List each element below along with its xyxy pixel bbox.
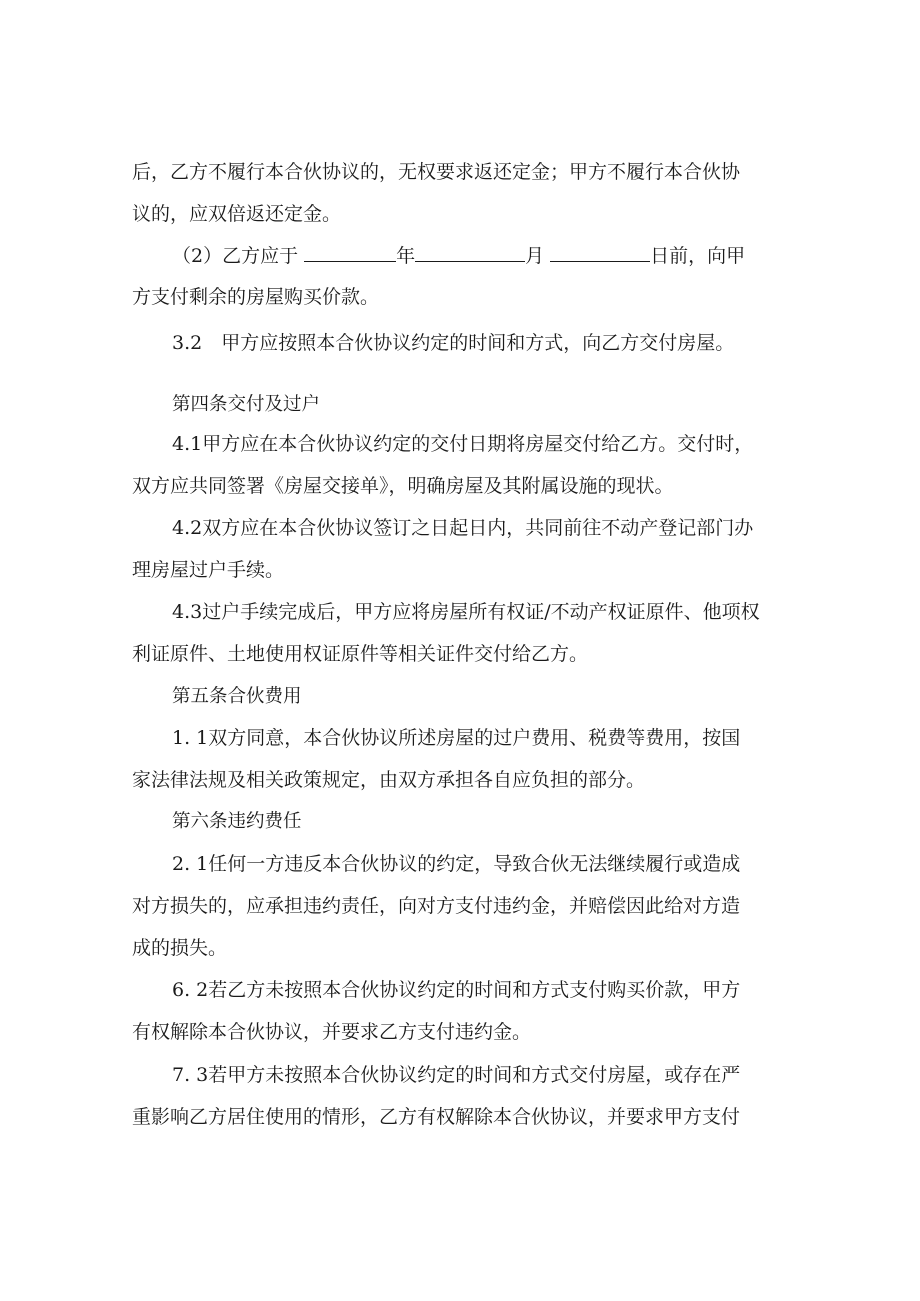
payment-date-line [172,243,745,268]
section-heading-article-5: 第五条合伙费用 [172,686,302,707]
clause-6-1-line: 成的损失。 [132,937,228,959]
year-blank [304,243,396,262]
clause-6-1-line: 对方损失的，应承担违约责任，向对方支付违约金，并赔偿因此给对方造 [132,895,741,917]
clause-4-1-line: 4.1甲方应在本合伙协议约定的交付日期将房屋交付给乙方。交付时， [172,433,754,455]
paragraph-line: 方支付剩余的房屋购买价款。 [132,286,380,308]
paragraph-line: 后，乙方不履行本合伙协议的，无权要求返还定金；甲方不履行本合伙协 [132,161,741,183]
payment-date-prefix: （2）乙方应于 [172,245,299,267]
clause-6-3-line: 7. 3若甲方未按照本合伙协议约定的时间和方式交付房屋，或存在严 [172,1064,741,1086]
clause-4-1-line: 双方应共同签署《房屋交接单》，明确房屋及其附属设施的现状。 [132,475,674,497]
month-blank [415,243,525,262]
clause-6-1-line: 2. 1任何一方违反本合伙协议的约定，导致合伙无法继续履行或造成 [172,853,741,875]
day-blank [550,243,650,262]
section-heading-article-6: 第六条违约费任 [172,811,302,832]
month-label: 月 [525,245,545,267]
clause-4-2-line: 4.2双方应在本合伙协议签订之日起日内，共同前往不动产登记部门办 [172,517,754,539]
clause-6-3-line: 重影响乙方居住使用的情形，乙方有权解除本合伙协议，并要求甲方支付 [132,1106,741,1128]
payment-date-suffix: 日前，向甲 [650,245,746,267]
year-label: 年 [396,245,416,267]
clause-5-1-line: 家法律法规及相关政策规定，由双方承担各自应负担的部分。 [132,769,646,791]
clause-6-2-line: 6. 2若乙方未按照本合伙协议约定的时间和方式支付购买价款，甲方 [172,979,741,1001]
clause-4-3-line: 利证原件、土地使用权证原件等相关证件交付给乙方。 [132,643,589,665]
clause-4-2-line: 理房屋过户手续。 [132,559,285,581]
clause-3-2: 3.2 甲方应按照本合伙协议约定的时间和方式，向乙方交付房屋。 [172,332,735,354]
section-heading-article-4: 第四条交付及过户 [172,394,321,415]
clause-4-3-line: 4.3过户手续完成后，甲方应将房屋所有权证/不动产权证原件、他项权 [172,601,760,623]
clause-5-1-line: 1. 1双方同意，本合伙协议所述房屋的过户费用、税费等费用，按国 [172,727,741,749]
paragraph-line: 议的，应双倍返还定金。 [132,203,342,225]
clause-6-2-line: 有权解除本合伙协议，并要求乙方支付违约金。 [132,1021,532,1043]
